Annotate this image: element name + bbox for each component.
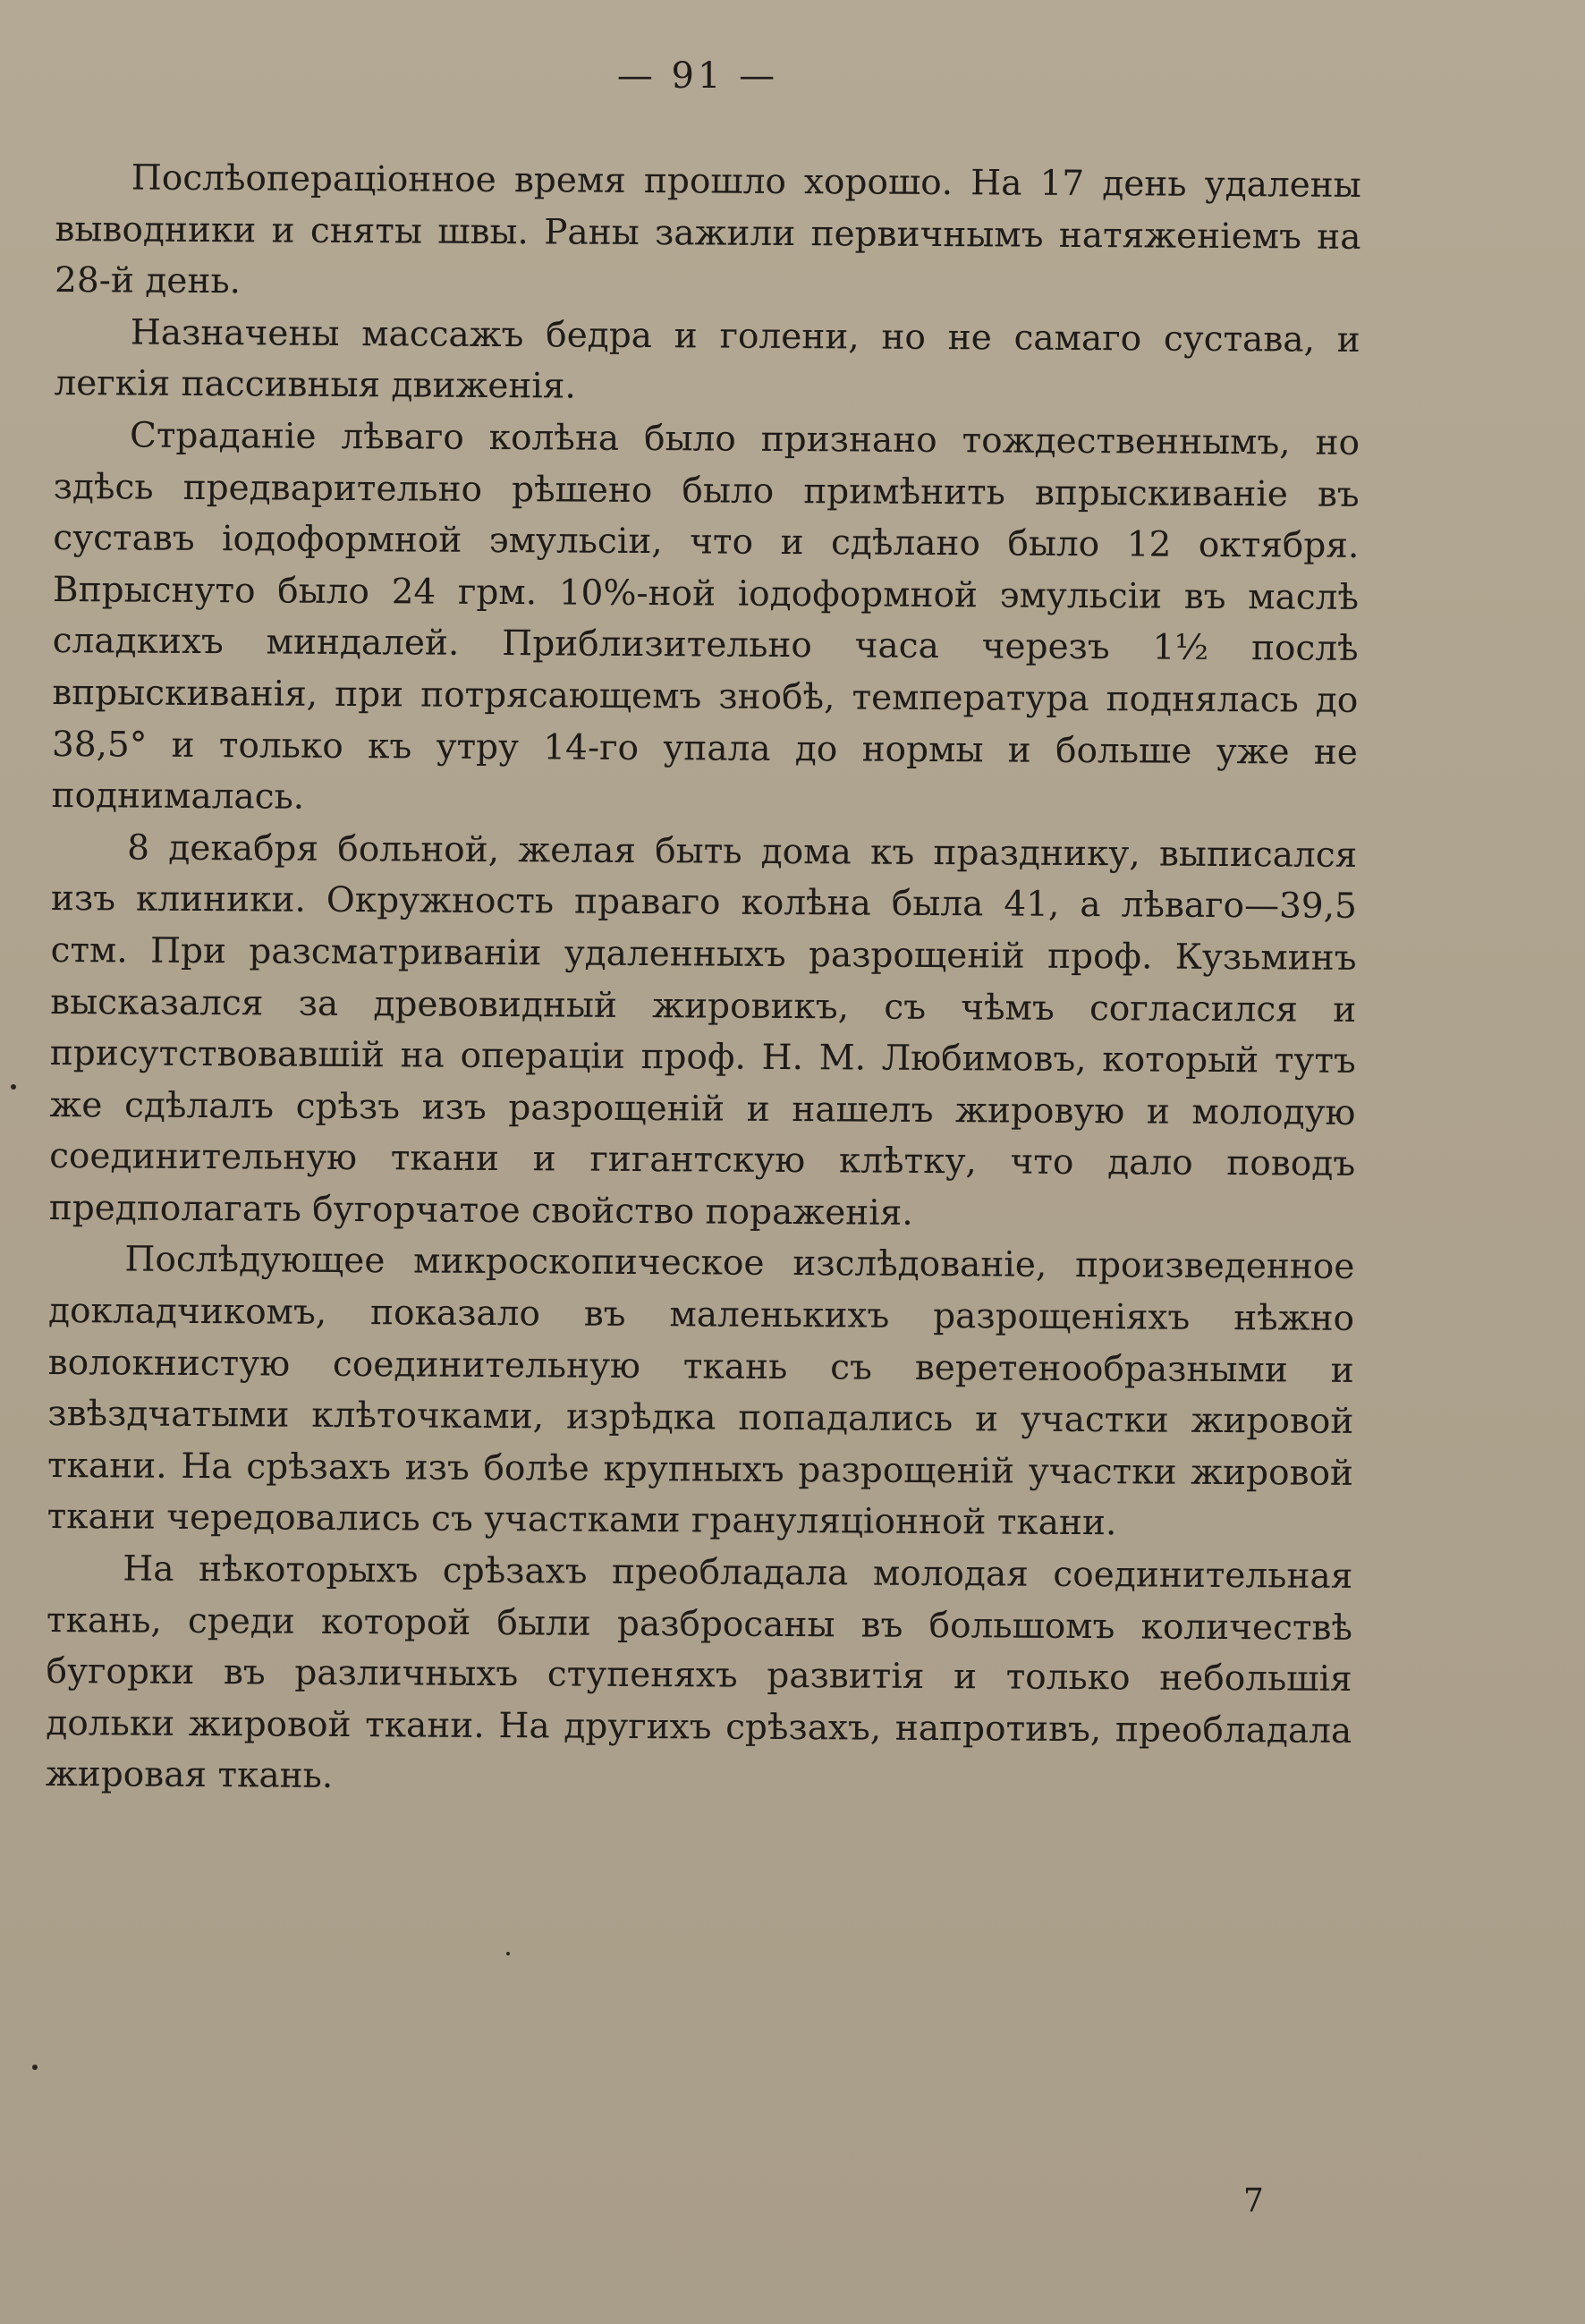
paragraph: Назначены массажъ бедра и голени, но не самаго сустава, и легкiя пассивныя движенiя. bbox=[54, 312, 1360, 407]
paragraph: Послѣдующее микроскопическое изслѣдованiе, произведенное докладчикомъ, показало въ маленькихъ разрощенiяхъ нѣжно волокнистую соединительную ткань съ веретенообразными и звѣздчатыми клѣточками, изрѣдка попадались и участки жировой ткани. На срѣзахъ изъ болѣе крупныхъ разрощенiй участки жировой ткани чередовались съ участками грануляцiонной ткани. bbox=[47, 1239, 1355, 1544]
ink-speck bbox=[32, 2065, 38, 2070]
page-number: — 91 — bbox=[616, 55, 779, 97]
paragraph: На нѣкоторыхъ срѣзахъ преобладала молодая соединительная ткань, среди которой были разбросаны въ большомъ количествѣ бугорки въ различныхъ ступеняхъ развитiя и только небольшiя дольки жировой ткани. На другихъ срѣзахъ, напротивъ, преобладала жировая ткань. bbox=[45, 1548, 1353, 1797]
paragraph: Послѣоперацiонное время прошло хорошо. На 17 день удалены выводники и сняты швы. Раны зажили первичнымъ натяженiемъ на 28-й день. bbox=[54, 157, 1361, 302]
signature-mark: 7 bbox=[1243, 2183, 1264, 2219]
paragraph: 8 декабря больной, желая быть дома къ празднику, выписался изъ клиники. Окружность праваго колѣна была 41, а лѣваго—39,5 стм. При разсматриванiи удаленныхъ разрощенiй проф. Кузьминъ высказался за древовидный жировикъ, съ чѣмъ согласился и присутствовавшiй на операцiи проф. Н. М. Любимовъ, который тутъ же сдѣлалъ срѣзъ изъ разрощенiй и нашелъ жировую и молодую соединительную ткани и гигантскую клѣтку, что дало поводъ предполагать бугорчатое свойство пораженiя. bbox=[48, 827, 1358, 1234]
paragraph: Страданiе лѣваго колѣна было признано тождественнымъ, но здѣсь предварительно рѣшено было примѣнить впрыскиванiе въ суставъ iодоформной эмульсiи, что и сдѣлано было 12 октября. Впрыснуто было 24 грм. 10%-ной iодоформной эмульсiи въ маслѣ сладкихъ миндалей. Приблизительно часа черезъ 1½ послѣ впрыскиванiя, при потрясающемъ знобѣ, температура поднялась до 38,5° и только къ утру 14-го упала до нормы и больше уже не поднималась. bbox=[51, 415, 1360, 818]
ink-speck bbox=[506, 1952, 510, 1955]
ink-speck bbox=[11, 1084, 16, 1090]
body-text bbox=[46, 152, 1361, 1809]
